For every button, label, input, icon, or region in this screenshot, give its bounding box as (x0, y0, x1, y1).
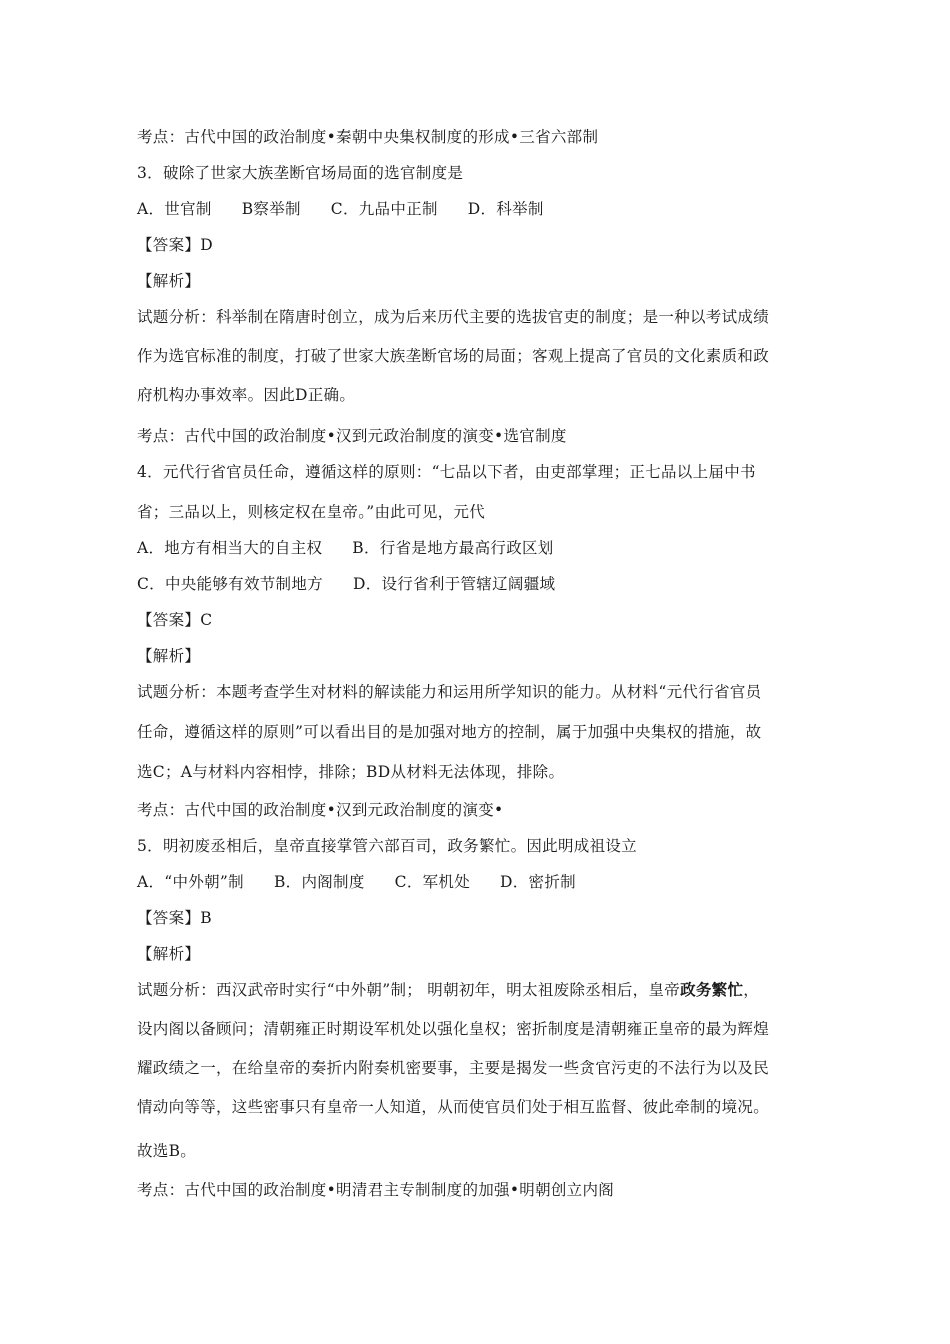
q3-stem: 3．破除了世家大族垄断官场局面的选官制度是 (137, 164, 464, 182)
q4-option-d: D．设行省利于管辖辽阔疆域 (352, 575, 556, 593)
q5-kaodian: 考点：古代中国的政治制度•明清君主专制制度的加强•明朝创立内阁 (137, 1181, 615, 1199)
q3-answer: 【答案】D (137, 236, 213, 254)
q5-option-a: A．“中外朝”制 (137, 873, 244, 891)
q5-analysis-line: 设内阁以备顾问；清朝雍正时期设军机处以强化皇权；密折制度是清朝雍正皇帝的最为辉煌 (137, 1020, 770, 1038)
q5-analysis-text: ， (743, 981, 760, 999)
q3-analysis-line: 作为选官标准的制度，打破了世家大族垄断官场的局面；客观上提高了官员的文化素质和政 (137, 347, 770, 365)
q5-analysis-line: 故选B。 (137, 1142, 197, 1160)
q4-answer: 【答案】C (137, 611, 213, 629)
q5-analysis-line: 情动向等等，这些密事只有皇帝一人知道，从而使官员们处于相互监督、彼此牵制的境况。 (137, 1098, 770, 1116)
q5-answer: 【答案】B (137, 909, 212, 927)
q4-option-b: B．行省是地方最高行政区划 (352, 539, 554, 557)
q5-stem: 5．明初废丞相后，皇帝直接掌管六部百司，政务繁忙。因此明成祖设立 (137, 837, 637, 855)
q4-option-c: C．中央能够有效节制地方 (137, 575, 323, 593)
q5-analysis-first-line (137, 980, 817, 1000)
q3-analysis-line: 府机构办事效率。因此D正确。 (137, 386, 356, 404)
q3-option-d: D．科举制 (467, 200, 544, 218)
q5-options (137, 872, 817, 892)
q3-option-c: C．九品中正制 (330, 200, 438, 218)
q5-option-d: D．密折制 (500, 873, 576, 891)
q5-analysis-text: 试题分析：西汉武帝时实行“中外朝”制； 明朝初年，明太祖废除丞相后，皇帝 (137, 981, 681, 999)
q4-jiexi-heading: 【解析】 (137, 647, 201, 665)
q4-analysis-line: 任命，遵循这样的原则”可以看出目的是加强对地方的控制，属于加强中央集权的措施，故 (137, 723, 762, 741)
q5-jiexi-heading: 【解析】 (137, 945, 201, 963)
q3-option-a: A．世官制 (137, 200, 212, 218)
q3-analysis-line: 试题分析：科举制在隋唐时创立，成为后来历代主要的选拔官吏的制度；是一种以考试成绩 (137, 308, 770, 326)
q3-options (137, 199, 817, 219)
q4-option-a: A．地方有相当大的自主权 (137, 539, 323, 557)
q4-analysis-line: 试题分析：本题考查学生对材料的解读能力和运用所学知识的能力。从材料“元代行省官员 (137, 683, 762, 701)
q5-option-b: B．内阁制度 (273, 873, 365, 891)
q4-analysis-line: 选C；A与材料内容相悖，排除；BD从材料无法体现，排除。 (137, 763, 565, 781)
q5-analysis-bold-text: 政务繁忙 (680, 980, 744, 999)
q4-kaodian: 考点：古代中国的政治制度•汉到元政治制度的演变• (137, 801, 504, 819)
q5-option-c: C．军机处 (394, 873, 471, 891)
q3-option-b: B察举制 (241, 200, 301, 218)
q3-kaodian: 考点：古代中国的政治制度•汉到元政治制度的演变•选官制度 (137, 427, 567, 445)
q5-analysis-line: 耀政绩之一，在给皇帝的奏折内附奏机密要事，主要是揭发一些贪官污吏的不法行为以及民 (137, 1059, 770, 1077)
q3-jiexi-heading: 【解析】 (137, 272, 201, 290)
q4-stem-line: 省；三品以上，则核定权在皇帝。”由此可见，元代 (137, 503, 486, 521)
q2-kaodian: 考点：古代中国的政治制度•秦朝中央集权制度的形成•三省六部制 (137, 128, 599, 146)
q4-stem-line: 4．元代行省官员任命，遵循这样的原则：“七品以下者，由吏部掌理；正七品以上届中书 (137, 463, 756, 481)
q4-options-row (137, 574, 817, 594)
q4-options-row (137, 538, 817, 558)
